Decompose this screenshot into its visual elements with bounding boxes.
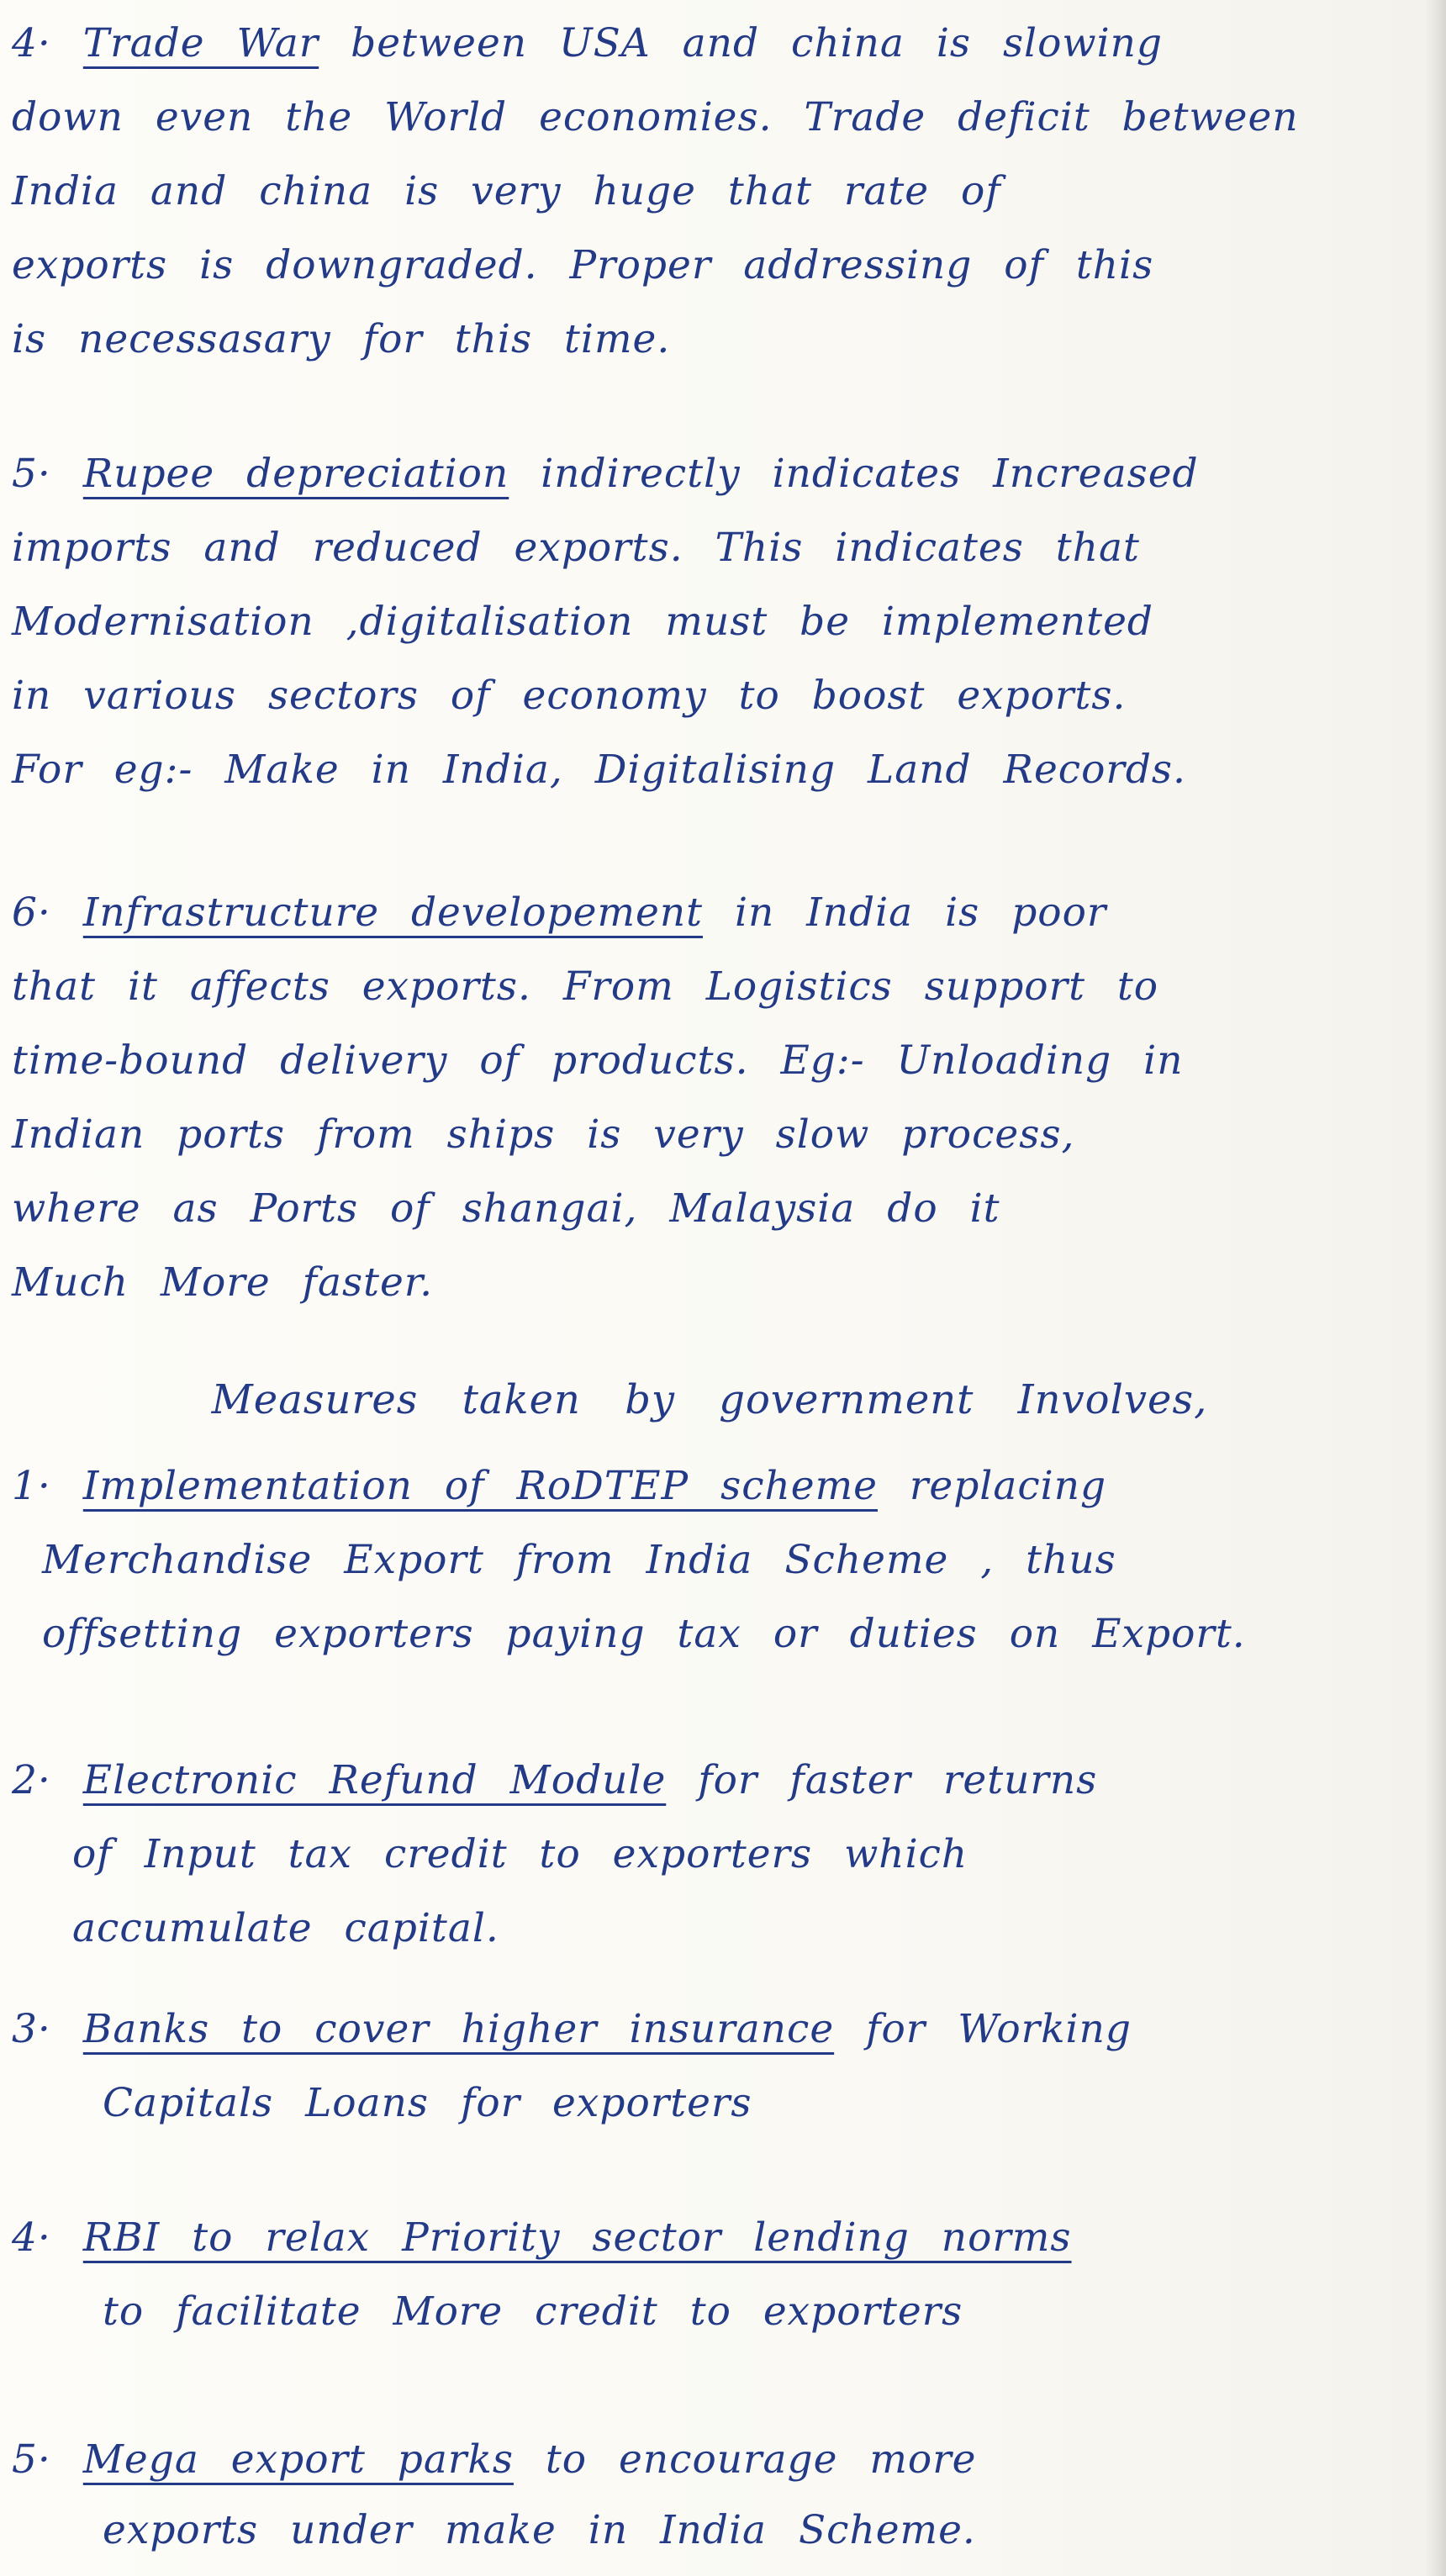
text-line: time-bound delivery of products. Eg:- Unloading in xyxy=(12,1037,1184,1084)
text-line: offsetting exporters paying tax or duties on Export. xyxy=(42,1611,1246,1657)
text-line: Merchandise Export from India Scheme , thus xyxy=(42,1537,1116,1583)
measure-1-rodtep xyxy=(12,1449,1407,1671)
text-line: exports is downgraded. Proper addressing of this xyxy=(12,242,1154,288)
measures-heading-block xyxy=(12,1362,1407,1438)
underlined-phrase: Implementation of RoDTEP scheme xyxy=(82,1463,878,1509)
text-line: of Input tax credit to exporters which xyxy=(72,1831,968,1877)
underlined-phrase: Infrastructure developement xyxy=(82,889,703,936)
point-6-infrastructure xyxy=(12,876,1407,1320)
text-line xyxy=(12,1993,1407,2067)
measure-3-banks-insurance xyxy=(12,1993,1407,2141)
point-number: 1· xyxy=(12,1463,51,1509)
underlined-phrase: RBI to relax Priority sector lending norms xyxy=(82,2214,1072,2261)
text-line xyxy=(12,876,1407,950)
point-number: 4· xyxy=(12,2214,51,2261)
underlined-phrase: Rupee depreciation xyxy=(82,451,509,497)
text-line: where as Ports of shangai, Malaysia do it xyxy=(12,1185,1000,1232)
text-line xyxy=(12,2425,1407,2495)
text-line xyxy=(12,437,1407,511)
underlined-phrase: Banks to cover higher insurance xyxy=(82,2006,835,2052)
point-5-rupee-depreciation xyxy=(12,437,1407,807)
text-line xyxy=(12,7,1407,81)
line-text: for faster returns xyxy=(666,1757,1098,1803)
measure-2-refund-module xyxy=(12,1744,1407,1966)
point-number: 6· xyxy=(12,889,51,936)
text-line: down even the World economies. Trade deficit between xyxy=(12,94,1299,140)
text-line: to facilitate More credit to exporters xyxy=(103,2288,963,2335)
text-line: Modernisation ,digitalisation must be implemented xyxy=(12,599,1153,645)
point-number: 3· xyxy=(12,2006,51,2052)
line-text: replacing xyxy=(877,1463,1107,1509)
line-text: between USA and china is slowing xyxy=(319,20,1164,66)
text-line: For eg:- Make in India, Digitalising Land Records. xyxy=(12,747,1186,793)
line-text: indirectly indicates Increased xyxy=(509,451,1199,497)
line-text: in India is poor xyxy=(703,889,1107,936)
text-line: Much More faster. xyxy=(12,1259,434,1306)
measure-4-rbi-lending xyxy=(12,2201,1407,2349)
text-line: Capitals Loans for exporters xyxy=(103,2080,752,2126)
underlined-phrase: Electronic Refund Module xyxy=(82,1757,667,1803)
text-line: accumulate capital. xyxy=(72,1905,499,1951)
text-line: imports and reduced exports. This indicates that xyxy=(12,525,1140,571)
point-number: 4· xyxy=(12,20,51,66)
point-4-trade-war xyxy=(12,7,1407,377)
text-line xyxy=(12,1744,1407,1818)
text-line: that it affects exports. From Logistics support to xyxy=(12,963,1159,1010)
text-line xyxy=(12,1449,1407,1523)
page-edge-shadow xyxy=(1424,0,1446,2576)
text-line: exports under make in India Scheme. xyxy=(103,2507,976,2553)
measures-heading: Measures taken by government Involves, xyxy=(211,1376,1208,1423)
line-text: to encourage more xyxy=(513,2436,977,2483)
point-number: 5· xyxy=(12,2436,51,2483)
point-number: 5· xyxy=(12,451,51,497)
underlined-phrase: Trade War xyxy=(82,20,319,66)
text-line: India and china is very huge that rate of xyxy=(12,168,1001,214)
underlined-phrase: Mega export parks xyxy=(82,2436,514,2483)
text-line: in various sectors of economy to boost exports. xyxy=(12,673,1127,719)
text-line xyxy=(12,2201,1407,2275)
line-text: for Working xyxy=(834,2006,1132,2052)
point-number: 2· xyxy=(12,1757,51,1803)
text-line: is necessasary for this time. xyxy=(12,316,671,362)
text-line: Indian ports from ships is very slow process, xyxy=(12,1111,1075,1158)
measure-5-export-parks xyxy=(12,2425,1407,2566)
